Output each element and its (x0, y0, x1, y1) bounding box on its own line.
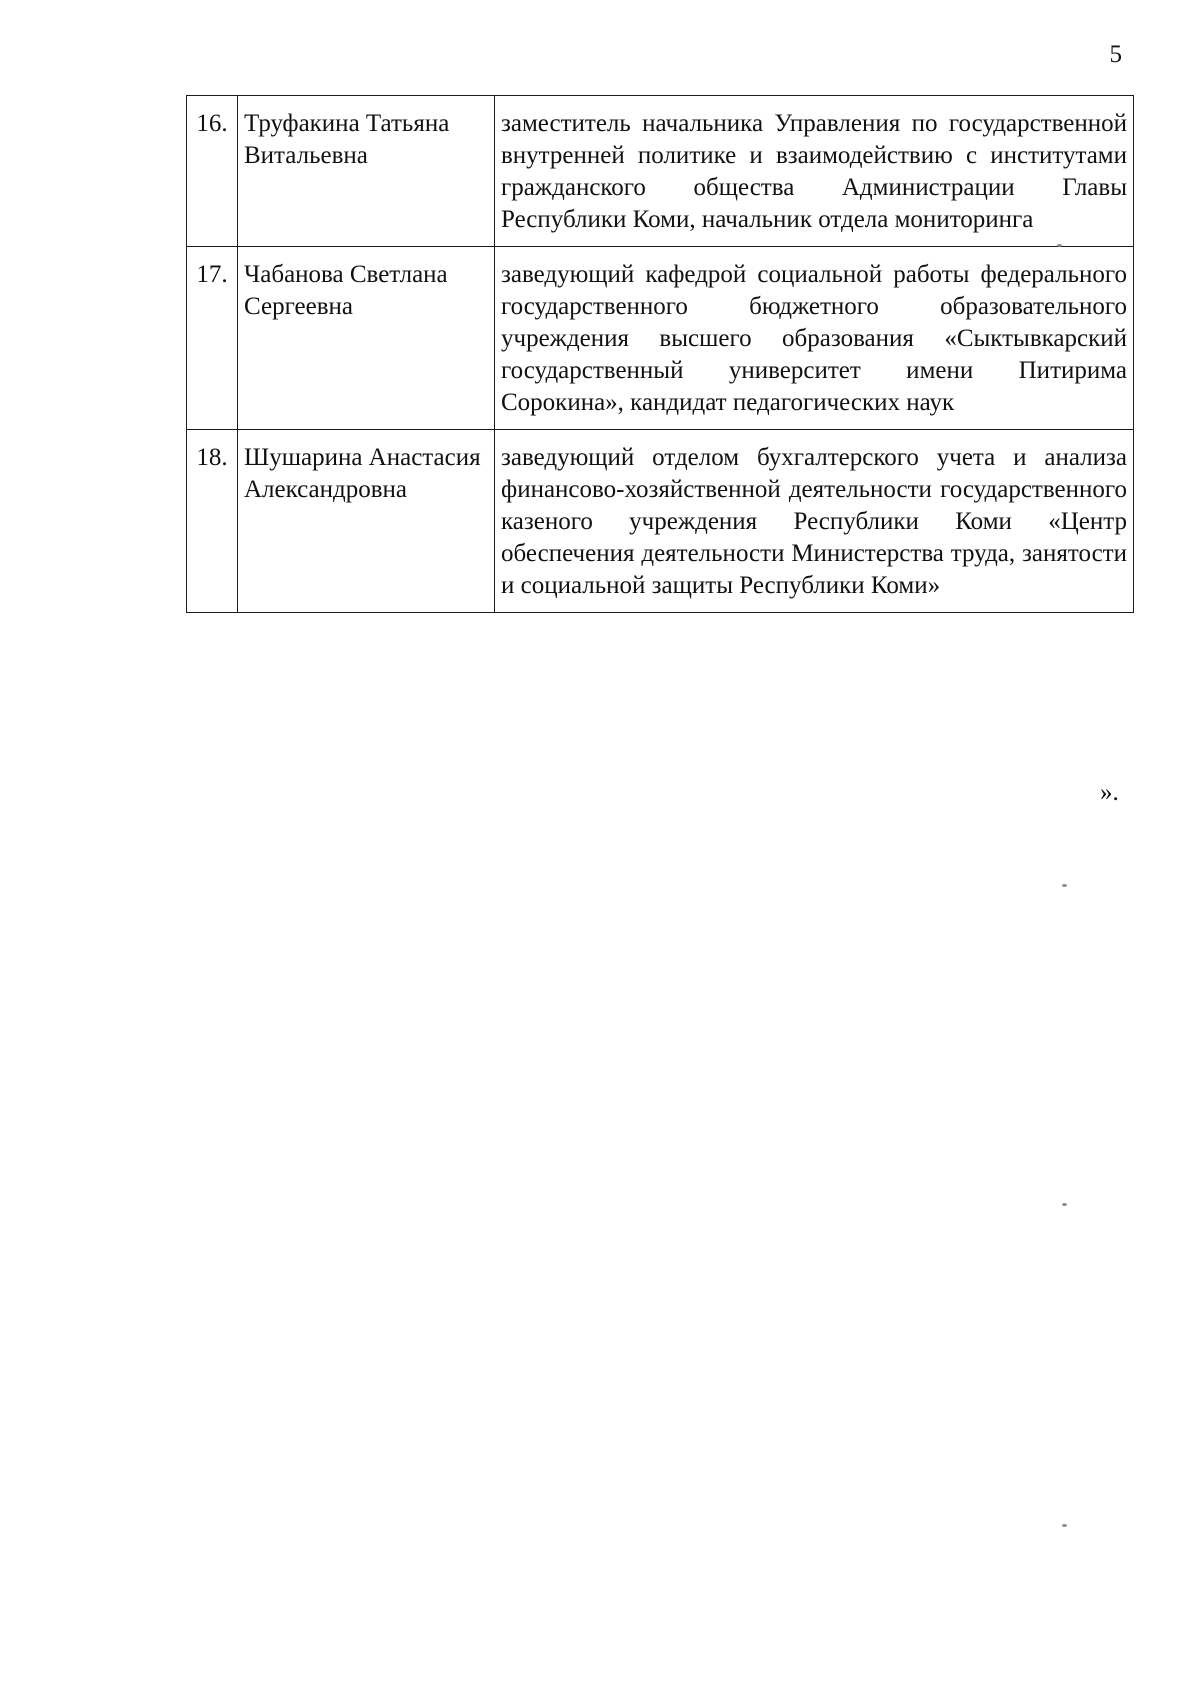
table-row (187, 247, 1134, 430)
page-number: 5 (1109, 41, 1122, 68)
table-row (187, 96, 1134, 247)
scan-speck (1062, 1203, 1067, 1206)
table-row (187, 430, 1134, 613)
member-name: Труфакина Татьяна Витальевна (238, 96, 495, 247)
members-table (186, 95, 1134, 613)
member-position: заместитель начальника Управления по государственной внутренней политике и взаимодействию с институтами гражданского общества Администрации Главы Республики Коми, начальник отдела мониторинга (495, 96, 1134, 247)
member-position: заведующий отделом бухгалтерского учета и анализа финансово-хозяйственной деятельности государственного казеного учреждения Республики Коми «Центр обеспечения деятельности Министерства труда, занятости и социальной защиты Республики Коми» (495, 430, 1134, 613)
row-number: 18. (187, 430, 238, 613)
row-number: 17. (187, 247, 238, 430)
member-name: Шушарина Анастасия Александровна (238, 430, 495, 613)
row-number: 16. (187, 96, 238, 247)
scan-speck (1057, 244, 1062, 247)
member-position: заведующий кафедрой социальной работы федерального государственного бюджетного образовательного учреждения высшего образования «Сыктывкарский государственный университет имени Питирима Сорокина», кандидат педагогических наук (495, 247, 1134, 430)
scan-speck (1062, 884, 1067, 887)
closing-quote-mark: ». (1100, 779, 1119, 806)
member-name: Чабанова Светлана Сергеевна (238, 247, 495, 430)
scan-speck (1062, 1524, 1067, 1527)
